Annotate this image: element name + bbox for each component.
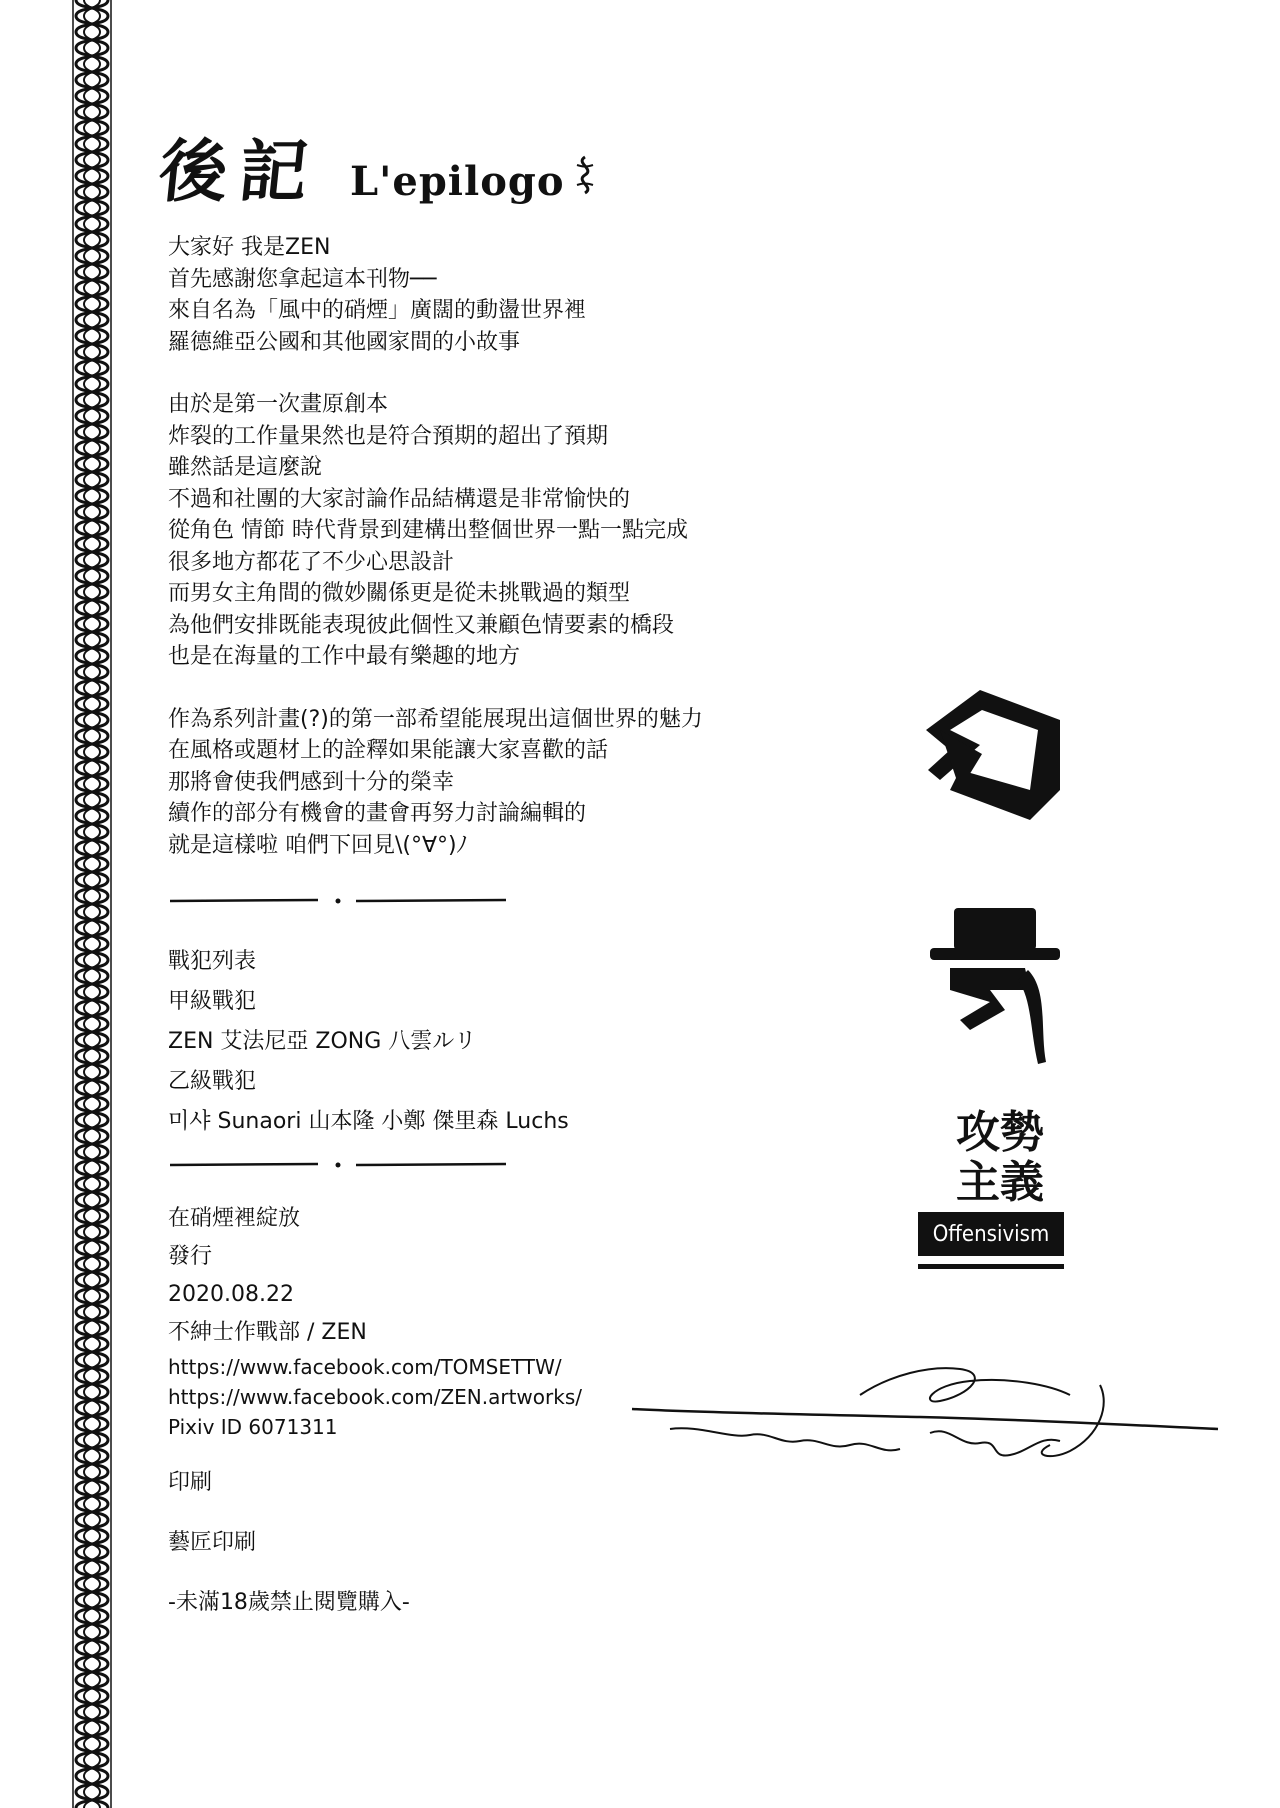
text-line: 也是在海量的工作中最有樂趣的地方	[168, 644, 521, 669]
text-line: 不過和社團的大家討論作品結構還是非常愉快的	[168, 486, 631, 512]
pixiv-id: Pixiv ID 6071311	[168, 1415, 338, 1439]
class-b-label: 乙級戰犯	[168, 1069, 257, 1094]
age-notice: -未滿18歲禁止閱覽購入-	[168, 1590, 410, 1615]
text-line: 為他們安排既能表現彼此個性又兼顧色情要素的橋段	[168, 612, 675, 638]
text-line: 炸裂的工作量果然也是符合預期的超出了預期	[168, 423, 609, 449]
paragraph	[168, 704, 808, 862]
print-label: 印刷	[168, 1470, 213, 1495]
credits-heading: 戰犯列表	[168, 949, 257, 974]
text-line: 來自名為「風中的硝煙」廣闊的動盪世界裡	[168, 298, 587, 323]
circle-name: 不紳士作戰部 / ZEN	[168, 1320, 367, 1345]
logo-line-2: 主義	[956, 1157, 1044, 1208]
swirl-ornament-icon	[573, 155, 597, 195]
text-line: 作為系列計畫(?)的第一部希望能展現出這個世界的魅力	[168, 706, 703, 732]
paragraph	[168, 232, 808, 358]
text-line: 那將會使我們感到十分的榮幸	[168, 769, 455, 795]
divider	[168, 896, 508, 906]
issue-label: 發行	[168, 1244, 213, 1269]
text-line: 雖然話是這麼說	[168, 455, 323, 480]
title-chinese: 後記	[155, 132, 324, 212]
text-line: 羅德維亞公國和其他國家間的小故事	[168, 329, 521, 355]
handwritten-signature-icon	[630, 1355, 1220, 1475]
credits-list	[168, 942, 569, 1142]
text-line: 首先感謝您拿起這本刊物──	[168, 266, 437, 292]
logo-english: Offensivism	[918, 1212, 1064, 1256]
logo-wordmark	[940, 1108, 1060, 1208]
printer-name: 藝匠印刷	[168, 1530, 257, 1555]
text-line: 大家好 我是ZEN	[168, 235, 331, 260]
text-line: 由於是第一次畫原創本	[168, 392, 389, 417]
colophon	[168, 1200, 582, 1622]
celtic-knot-border	[72, 0, 112, 1808]
paragraph	[168, 389, 808, 673]
class-a-names: ZEN 艾法尼亞 ZONG 八雲ルリ	[168, 1029, 477, 1054]
facebook-link-1: https://www.facebook.com/TOMSETTW/	[168, 1355, 562, 1379]
text-line: 續作的部分有機會的畫會再努力討論編輯的	[168, 801, 587, 826]
text-line: 而男女主角間的微妙關係更是從未挑戰過的類型	[168, 581, 631, 606]
afterword-body	[168, 232, 808, 892]
text-line: 從角色 情節 時代背景到建構出整個世界一點一點完成	[168, 518, 688, 543]
issue-date: 2020.08.22	[168, 1282, 294, 1307]
title-italian: L'epilogo	[350, 158, 565, 205]
facebook-link-2: https://www.facebook.com/ZEN.artworks/	[168, 1385, 582, 1409]
text-line: 很多地方都花了不少心思設計	[168, 549, 455, 575]
text-line: 在風格或題材上的詮釋如果能讓大家喜歡的話	[168, 738, 609, 763]
logo-underline	[918, 1264, 1064, 1269]
class-b-names: 미샤 Sunaori 山本隆 小鄭 傑里森 Luchs	[168, 1109, 569, 1134]
circle-logo-icon	[920, 690, 1070, 1100]
class-a-label: 甲級戰犯	[168, 989, 257, 1014]
divider	[168, 1160, 508, 1170]
text-line: 就是這樣啦 咱們下回見\(°∀°)ﾉ	[168, 832, 468, 858]
book-title: 在硝煙裡綻放	[168, 1206, 301, 1231]
logo-line-1: 攻勢	[956, 1107, 1044, 1158]
page-title	[155, 118, 597, 215]
